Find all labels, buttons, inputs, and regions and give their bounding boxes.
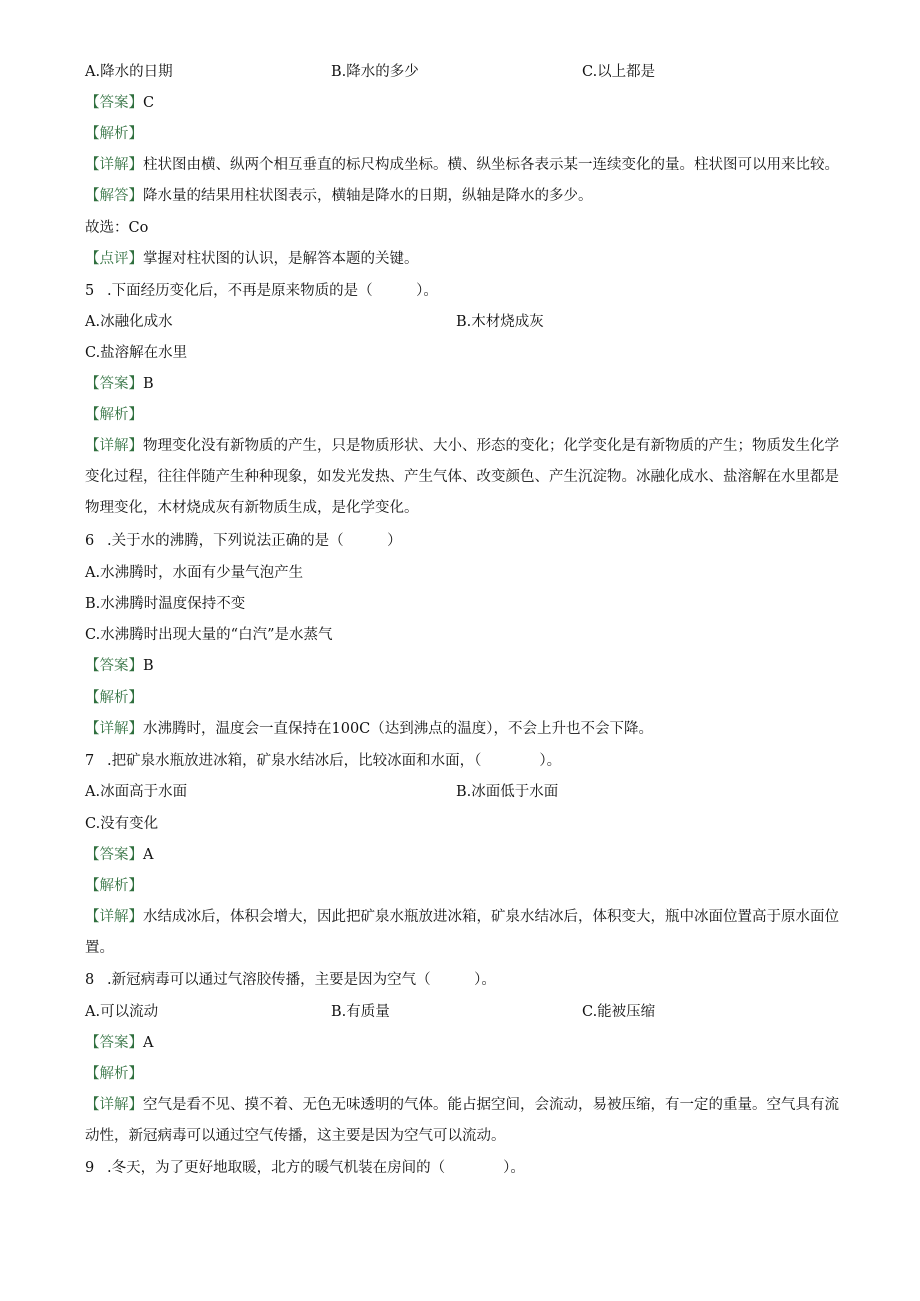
- detail-text: 空气是看不见、摸不着、无色无味透明的气体。能占据空间，会流动，易被压缩，有一定的重量。空气具有流动性，新冠病毒可以通过空气传播，这主要是因为空气可以流动。: [85, 1097, 839, 1144]
- answer-tag: 【答案】: [85, 95, 143, 111]
- solve-tag: 【解答】: [85, 188, 143, 204]
- q6-stem: [85, 531, 845, 551]
- q6-analysis: [85, 688, 845, 708]
- analysis-tag: 【解析】: [85, 690, 143, 706]
- q5-option-c: C.盐溶解在水里: [85, 345, 188, 361]
- q5-analysis: [85, 405, 845, 425]
- q5-option-a: A.冰融化成水: [85, 314, 173, 330]
- question-number: 5: [85, 283, 95, 299]
- q5-answer: [85, 374, 845, 394]
- comment-text: 掌握对柱状图的认识，是解答本题的关键。: [143, 251, 419, 267]
- q4-detail: [85, 155, 845, 175]
- solve-text: 降水量的结果用柱状图表示，横轴是降水的日期，纵轴是降水的多少。: [143, 188, 593, 204]
- q5-option-b: B.木材烧成灰: [456, 314, 544, 330]
- answer-tag: 【答案】: [85, 658, 143, 674]
- q8-option-c: C.能被压缩: [582, 1004, 656, 1020]
- answer-value: B: [143, 376, 154, 392]
- q7-detail: [85, 902, 845, 964]
- q5-stem: [85, 281, 845, 301]
- q4-answer: [85, 93, 845, 113]
- analysis-tag: 【解析】: [85, 878, 143, 894]
- detail-tag: 【详解】: [85, 909, 143, 925]
- q6-option-b: B.水沸腾时温度保持不变: [85, 596, 246, 612]
- question-text: .下面经历变化后，不再是原来物质的是（ ）。: [107, 283, 438, 299]
- question-text: .把矿泉水瓶放进冰箱，矿泉水结冰后，比较冰面和水面，（ ）。: [107, 753, 562, 769]
- answer-value: A: [143, 1035, 154, 1051]
- answer-tag: 【答案】: [85, 1035, 143, 1051]
- question-text: .冬天，为了更好地取暖，北方的暖气机装在房间的（ ）。: [107, 1160, 525, 1176]
- q4-option-a: A.降水的日期: [85, 64, 173, 80]
- q6-answer: [85, 656, 845, 676]
- detail-tag: 【详解】: [85, 438, 143, 454]
- question-text: .关于水的沸腾，下列说法正确的是（ ）: [107, 533, 402, 549]
- q4-comment: [85, 249, 845, 269]
- detail-tag: 【详解】: [85, 157, 143, 173]
- q4-option-c: C.以上都是: [582, 64, 656, 80]
- q4-analysis: [85, 124, 845, 144]
- answer-tag: 【答案】: [85, 376, 143, 392]
- question-text: .新冠病毒可以通过气溶胶传播，主要是因为空气（ ）。: [107, 972, 496, 988]
- analysis-tag: 【解析】: [85, 1066, 143, 1082]
- q7-option-c: C.没有变化: [85, 816, 159, 832]
- question-number: 6: [85, 533, 95, 549]
- q4-choice: 故选：Co: [85, 220, 149, 236]
- q6-option-a: A.水沸腾时，水面有少量气泡产生: [85, 565, 304, 581]
- q8-stem: [85, 970, 845, 990]
- answer-tag: 【答案】: [85, 847, 143, 863]
- q6-option-c: C.水沸腾时出现大量的“白汽”是水蒸气: [85, 627, 333, 643]
- q4-solve: [85, 186, 845, 206]
- q4-option-b: B.降水的多少: [331, 64, 419, 80]
- q6-detail: [85, 719, 845, 739]
- detail-text: 柱状图由横、纵两个相互垂直的标尺构成坐标。横、纵坐标各表示某一连续变化的量。柱状图可以用来比较。: [143, 157, 839, 173]
- detail-text: 物理变化没有新物质的产生，只是物质形状、大小、形态的变化；化学变化是有新物质的产生；物质发生化学变化过程，往往伴随产生种种现象，如发光发热、产生气体、改变颜色、产生沉淀物。冰融化成水、盐溶解在水里都是物理变化，木材烧成灰有新物质生成，是化学变化。: [85, 438, 839, 516]
- q7-option-a: A.冰面高于水面: [85, 784, 188, 800]
- answer-value: C: [143, 95, 155, 111]
- detail-tag: 【详解】: [85, 721, 143, 737]
- q5-detail: [85, 431, 845, 524]
- question-number: 7: [85, 753, 95, 769]
- detail-text: 水结成冰后，体积会增大，因此把矿泉水瓶放进冰箱，矿泉水结冰后，体积变大，瓶中冰面位置高于原水面位置。: [85, 909, 839, 956]
- analysis-tag: 【解析】: [85, 126, 143, 142]
- q8-option-b: B.有质量: [331, 1004, 390, 1020]
- q9-stem: [85, 1158, 845, 1178]
- q8-answer: [85, 1033, 845, 1053]
- answer-value: A: [143, 847, 154, 863]
- q8-option-a: A.可以流动: [85, 1004, 159, 1020]
- q8-analysis: [85, 1064, 845, 1084]
- q7-option-b: B.冰面低于水面: [456, 784, 559, 800]
- q8-detail: [85, 1090, 845, 1152]
- analysis-tag: 【解析】: [85, 407, 143, 423]
- detail-text: 水沸腾时，温度会一直保持在100C（达到沸点的温度），不会上升也不会下降。: [143, 721, 654, 737]
- q7-analysis: [85, 876, 845, 896]
- q7-answer: [85, 845, 845, 865]
- question-number: 9: [85, 1160, 95, 1176]
- answer-value: B: [143, 658, 154, 674]
- q7-stem: [85, 751, 845, 771]
- question-number: 8: [85, 972, 95, 988]
- comment-tag: 【点评】: [85, 251, 143, 267]
- detail-tag: 【详解】: [85, 1097, 143, 1113]
